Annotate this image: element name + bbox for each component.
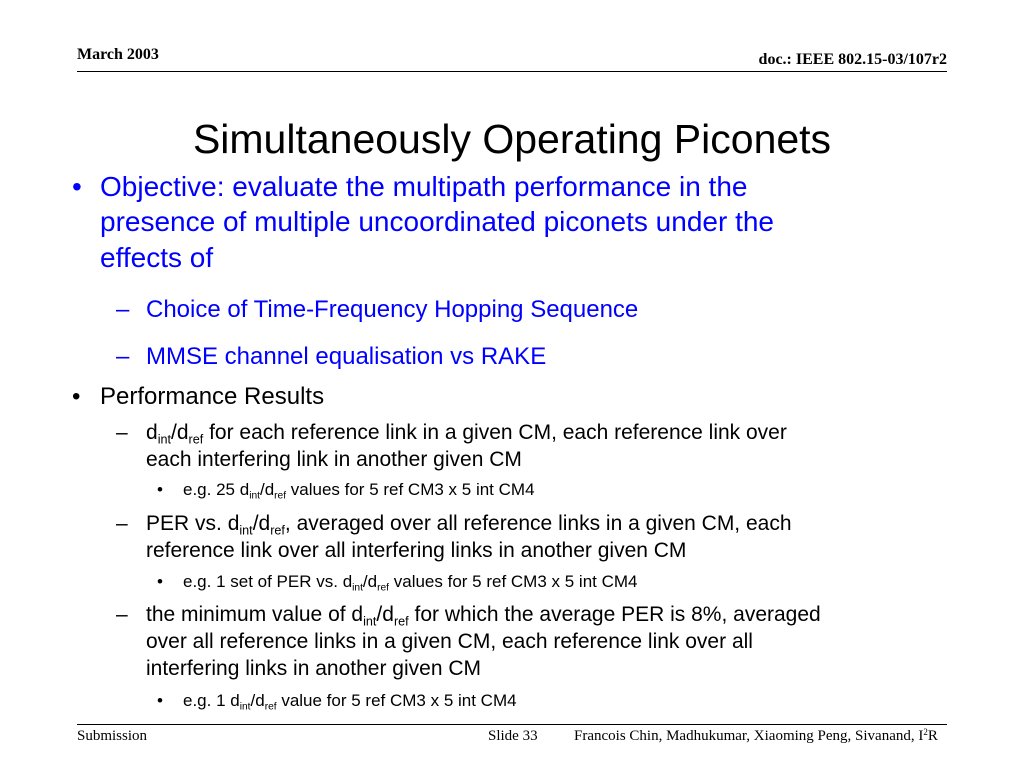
- objective-line-1: Objective: evaluate the multipath performance in the: [100, 171, 748, 202]
- item3-line-2: over all reference links in a given CM, each reference link over all: [146, 630, 753, 653]
- objective-line-2: presence of multiple uncoordinated piconets under the: [100, 206, 774, 237]
- objective-subitem-1: Choice of Time-Frequency Hopping Sequence: [146, 296, 639, 323]
- performance-heading: Performance Results: [100, 383, 325, 410]
- item1-example: e.g. 25 $d_{int}/d_{ref}$ values for 5 ref CM3 x 5 int CM4: [183, 480, 535, 502]
- footer-slide-number: Slide 33: [488, 728, 538, 744]
- dash-marker: –: [116, 343, 130, 370]
- item3-line-1: the minimum value of $d_{int}/d_{ref}$ for which the average PER is 8%, averaged: [146, 603, 821, 629]
- bullet-marker: •: [72, 171, 82, 202]
- item1-line-1: $d_{int}/d_{ref}$ for each reference link in a given CM, each reference link over: [146, 421, 787, 447]
- item3-example: e.g. 1 $d_{int}/d_{ref}$ value for 5 ref CM3 x 5 int CM4: [183, 691, 517, 713]
- bullet-marker: •: [72, 383, 81, 410]
- bullet-marker: •: [157, 572, 163, 591]
- objective-line-3: effects of: [100, 242, 214, 273]
- item2-line-1: PER vs. $d_{int}/d_{ref}$, averaged over all reference links in a given CM, each: [146, 512, 792, 538]
- header-rule: [77, 71, 947, 72]
- item3-line-3: interfering links in another given CM: [146, 657, 481, 680]
- slide-title: Simultaneously Operating Piconets: [192, 116, 832, 162]
- dash-marker: –: [116, 421, 128, 444]
- item1-line-2: each interfering link in another given CM: [146, 448, 522, 471]
- item2-line-2: reference link over all interfering links in another given CM: [146, 539, 687, 562]
- dash-marker: –: [116, 603, 128, 626]
- footer-submission: Submission: [77, 728, 148, 744]
- objective-subitem-2: MMSE channel equalisation vs RAKE: [146, 343, 547, 370]
- bullet-marker: •: [157, 691, 163, 710]
- header-date: March 2003: [77, 46, 159, 63]
- footer-authors: Francois Chin, Madhukumar, Xiaoming Peng, Sivanand, $I^2R$: [574, 727, 938, 744]
- header-doc-id: doc.: IEEE 802.15-03/107r2: [758, 51, 947, 68]
- dash-marker: –: [116, 296, 130, 323]
- dash-marker: –: [116, 512, 128, 535]
- bullet-marker: •: [157, 480, 163, 499]
- footer-rule: [77, 724, 947, 725]
- item2-example: e.g. 1 set of PER vs. $d_{int}/d_{ref}$ values for 5 ref CM3 x 5 int CM4: [183, 572, 638, 594]
